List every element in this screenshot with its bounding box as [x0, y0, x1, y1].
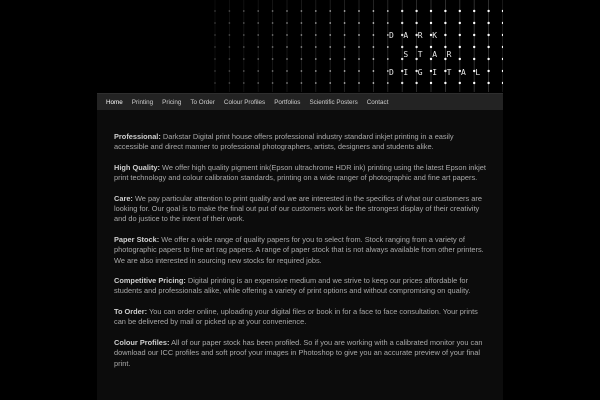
- grid-star-dot: [214, 34, 216, 36]
- paragraph-text: We offer high quality pigment ink(Epson ultrachrome HDR ink) printing using the latest Epson inkjet print technology and colour calibration standards, printing on a wide ranger of photographic and fine art papers.: [114, 162, 486, 183]
- grid-star-dot: [459, 22, 461, 24]
- grid-star-dot: [387, 22, 389, 24]
- grid-star-dot: [459, 34, 461, 36]
- grid-star-dot: [214, 82, 216, 84]
- grid-star-dot: [444, 82, 446, 84]
- grid-star-dot: [373, 10, 375, 12]
- grid-star-dot: [415, 22, 417, 24]
- logo-letter: I: [403, 68, 409, 77]
- grid-star-dot: [387, 10, 389, 12]
- grid-star-dot: [415, 10, 417, 12]
- grid-star-dot: [344, 10, 346, 12]
- grid-star-dot: [459, 46, 461, 48]
- grid-star-dot: [229, 22, 231, 24]
- grid-star-dot: [358, 22, 360, 24]
- grid-star-dot: [214, 58, 216, 60]
- nav-item-contact[interactable]: Contact: [366, 98, 389, 106]
- grid-star-dot: [358, 58, 360, 60]
- content-paragraph: [114, 194, 486, 225]
- grid-star-dot: [373, 34, 375, 36]
- paragraph-label: Colour Profiles:: [114, 337, 170, 347]
- grid-star-dot: [373, 58, 375, 60]
- grid-star-dot: [301, 58, 303, 60]
- logo-letter: L: [475, 68, 481, 77]
- grid-star-dot: [272, 10, 274, 12]
- grid-star-dot: [344, 82, 346, 84]
- content-paragraph: [114, 276, 486, 297]
- grid-star-dot: [459, 82, 461, 84]
- grid-star-dot: [257, 58, 259, 60]
- grid-star-dot: [502, 70, 503, 72]
- logo-letter: T: [417, 50, 423, 59]
- grid-star-dot: [272, 34, 274, 36]
- grid-star-dot: [229, 34, 231, 36]
- content-paragraph: [114, 307, 486, 328]
- grid-star-dot: [502, 58, 503, 60]
- grid-star-dot: [487, 34, 489, 36]
- grid-star-dot: [473, 10, 475, 12]
- grid-star-dot: [243, 70, 245, 72]
- grid-star-dot: [301, 46, 303, 48]
- grid-star-dot: [444, 34, 446, 36]
- logo-letter: A: [403, 31, 409, 40]
- grid-star-dot: [229, 46, 231, 48]
- grid-star-dot: [329, 34, 331, 36]
- grid-star-dot: [229, 10, 231, 12]
- nav-item-scientific-posters[interactable]: Scientific Posters: [309, 98, 358, 106]
- grid-star-dot: [214, 22, 216, 24]
- logo-letter: R: [417, 31, 423, 40]
- grid-star-dot: [257, 70, 259, 72]
- content-paragraph: [114, 163, 486, 184]
- main-navigation: [97, 93, 503, 110]
- grid-star-dot: [502, 82, 503, 84]
- grid-star-dot: [301, 10, 303, 12]
- grid-star-dot: [243, 22, 245, 24]
- logo-letter: K: [432, 31, 438, 40]
- grid-star-dot: [430, 46, 432, 48]
- paragraph-text: Darkstar Digital print house offers professional industry standard inkjet printing in a easily accessible and direct manner to professional photographers, artists, designers and students alike.: [114, 132, 454, 152]
- grid-star-dot: [272, 22, 274, 24]
- grid-star-dot: [344, 70, 346, 72]
- grid-star-dot: [243, 58, 245, 60]
- logo-letter: G: [417, 68, 423, 77]
- grid-star-dot: [473, 82, 475, 84]
- nav-item-pricing[interactable]: Pricing: [162, 98, 182, 106]
- grid-star-dot: [373, 70, 375, 72]
- grid-star-dot: [329, 10, 331, 12]
- grid-star-dot: [315, 70, 317, 72]
- content-paragraph: [114, 132, 486, 153]
- grid-star-dot: [229, 58, 231, 60]
- content-paragraph: [114, 235, 486, 266]
- header-banner: [97, 0, 503, 92]
- grid-star-dot: [344, 58, 346, 60]
- grid-star-dot: [243, 10, 245, 12]
- grid-star-dot: [473, 46, 475, 48]
- paragraph-label: Competitive Pricing:: [114, 276, 186, 286]
- paragraph-label: Paper Stock:: [114, 234, 160, 244]
- grid-star-dot: [401, 82, 403, 84]
- grid-star-dot: [286, 58, 288, 60]
- grid-star-dot: [502, 22, 503, 24]
- star-grid-graphic: [97, 0, 503, 92]
- grid-star-dot: [473, 58, 475, 60]
- grid-star-dot: [301, 34, 303, 36]
- grid-star-dot: [430, 22, 432, 24]
- grid-star-dot: [329, 58, 331, 60]
- grid-star-dot: [502, 46, 503, 48]
- grid-star-dot: [329, 82, 331, 84]
- grid-star-dot: [257, 10, 259, 12]
- grid-star-dot: [401, 10, 403, 12]
- grid-star-dot: [430, 10, 432, 12]
- grid-star-dot: [473, 22, 475, 24]
- grid-star-dot: [502, 34, 503, 36]
- grid-star-dot: [229, 82, 231, 84]
- grid-star-dot: [329, 70, 331, 72]
- grid-star-dot: [473, 34, 475, 36]
- grid-star-dot: [315, 10, 317, 12]
- grid-star-dot: [387, 46, 389, 48]
- grid-star-dot: [373, 46, 375, 48]
- paragraph-label: To Order:: [114, 307, 148, 317]
- paragraph-text: You can order online, uploading your digital files or book in for a face to face consultation. Your prints can be delivered by mail or picked up at your convenience.: [114, 307, 478, 327]
- grid-star-dot: [286, 10, 288, 12]
- paragraph-text: All of our paper stock has been profiled. So if you are working with a calibrated monitor you can download our ICC profiles and soft proof your images in Photoshop to give you an accurate preview of your final print.: [114, 337, 483, 368]
- grid-star-dot: [401, 22, 403, 24]
- grid-star-dot: [286, 34, 288, 36]
- paragraph-text: Digital printing is an expensive medium and we strive to keep our prices affordable for students and professionals alike, while offering a variety of print options and without compromising on quality.: [114, 276, 471, 296]
- logo-letter: T: [446, 68, 452, 77]
- grid-star-dot: [315, 82, 317, 84]
- grid-star-dot: [257, 82, 259, 84]
- paragraph-label: High Quality:: [114, 162, 160, 172]
- grid-star-dot: [415, 82, 417, 84]
- grid-star-dot: [387, 58, 389, 60]
- grid-star-dot: [301, 82, 303, 84]
- grid-star-dot: [358, 82, 360, 84]
- grid-star-dot: [272, 46, 274, 48]
- logo-letter: S: [403, 50, 409, 59]
- nav-item-portfolios[interactable]: Portfolios: [274, 98, 301, 106]
- grid-star-dot: [214, 70, 216, 72]
- grid-star-dot: [444, 10, 446, 12]
- logo-letter: D: [389, 31, 394, 40]
- grid-star-dot: [358, 70, 360, 72]
- grid-star-dot: [257, 46, 259, 48]
- grid-star-dot: [329, 22, 331, 24]
- nav-item-to-order[interactable]: To Order: [190, 98, 215, 106]
- grid-star-dot: [214, 10, 216, 12]
- grid-star-dot: [301, 70, 303, 72]
- grid-star-dot: [229, 70, 231, 72]
- paragraph-label: Care:: [114, 193, 133, 203]
- paragraph-label: Professional:: [114, 132, 161, 141]
- logo-letter: A: [432, 50, 438, 59]
- grid-star-dot: [487, 58, 489, 60]
- grid-star-dot: [243, 82, 245, 84]
- grid-star-dot: [487, 22, 489, 24]
- grid-star-dot: [315, 58, 317, 60]
- content-paragraph: [114, 338, 486, 369]
- grid-star-dot: [315, 46, 317, 48]
- grid-star-dot: [272, 70, 274, 72]
- grid-star-dot: [459, 58, 461, 60]
- grid-star-dot: [502, 10, 503, 12]
- grid-star-dot: [358, 34, 360, 36]
- grid-star-dot: [444, 46, 446, 48]
- grid-star-dot: [415, 46, 417, 48]
- logo-letter: A: [461, 68, 466, 77]
- grid-star-dot: [387, 82, 389, 84]
- grid-star-dot: [358, 46, 360, 48]
- grid-star-dot: [257, 34, 259, 36]
- logo-letter: D: [389, 68, 394, 77]
- grid-star-dot: [459, 10, 461, 12]
- nav-item-printing[interactable]: Printing: [131, 98, 154, 106]
- grid-star-dot: [272, 58, 274, 60]
- grid-star-dot: [373, 82, 375, 84]
- main-content-area: [97, 110, 503, 400]
- grid-star-dot: [344, 34, 346, 36]
- grid-star-dot: [315, 22, 317, 24]
- grid-star-dot: [344, 46, 346, 48]
- grid-star-dot: [286, 82, 288, 84]
- grid-star-dot: [272, 82, 274, 84]
- paragraph-text: We offer a wide range of quality papers for you to select from. Stock ranging from a variety of photographic papers to fine art rag papers. A range of paper stock that is not always available from other printers. We are also interested in sourcing new stocks for required jobs.: [114, 234, 484, 265]
- grid-star-dot: [344, 22, 346, 24]
- nav-item-colour-profiles[interactable]: Colour Profiles: [223, 98, 266, 106]
- nav-item-home[interactable]: Home: [106, 98, 123, 106]
- logo-letter: R: [446, 50, 452, 59]
- grid-star-dot: [329, 46, 331, 48]
- grid-star-dot: [214, 46, 216, 48]
- grid-star-dot: [487, 46, 489, 48]
- grid-star-dot: [444, 22, 446, 24]
- grid-star-dot: [430, 82, 432, 84]
- grid-star-dot: [358, 10, 360, 12]
- grid-star-dot: [286, 46, 288, 48]
- content-text: [114, 132, 486, 379]
- grid-star-dot: [286, 70, 288, 72]
- paragraph-text: We pay particular attention to print quality and we are interested in the specifics of what our customers are looking for. Our goal is to make the final out put of our customers work be the strongest display of their creativity and do justice to the intent of their work.: [114, 193, 482, 224]
- grid-star-dot: [401, 46, 403, 48]
- grid-star-dot: [487, 70, 489, 72]
- grid-star-dot: [301, 22, 303, 24]
- grid-star-dot: [315, 34, 317, 36]
- grid-star-dot: [373, 22, 375, 24]
- grid-star-dot: [487, 10, 489, 12]
- grid-star-dot: [243, 46, 245, 48]
- grid-star-dot: [243, 34, 245, 36]
- grid-star-dot: [487, 82, 489, 84]
- grid-star-dot: [257, 22, 259, 24]
- grid-star-dot: [286, 22, 288, 24]
- logo-letter: I: [432, 68, 438, 77]
